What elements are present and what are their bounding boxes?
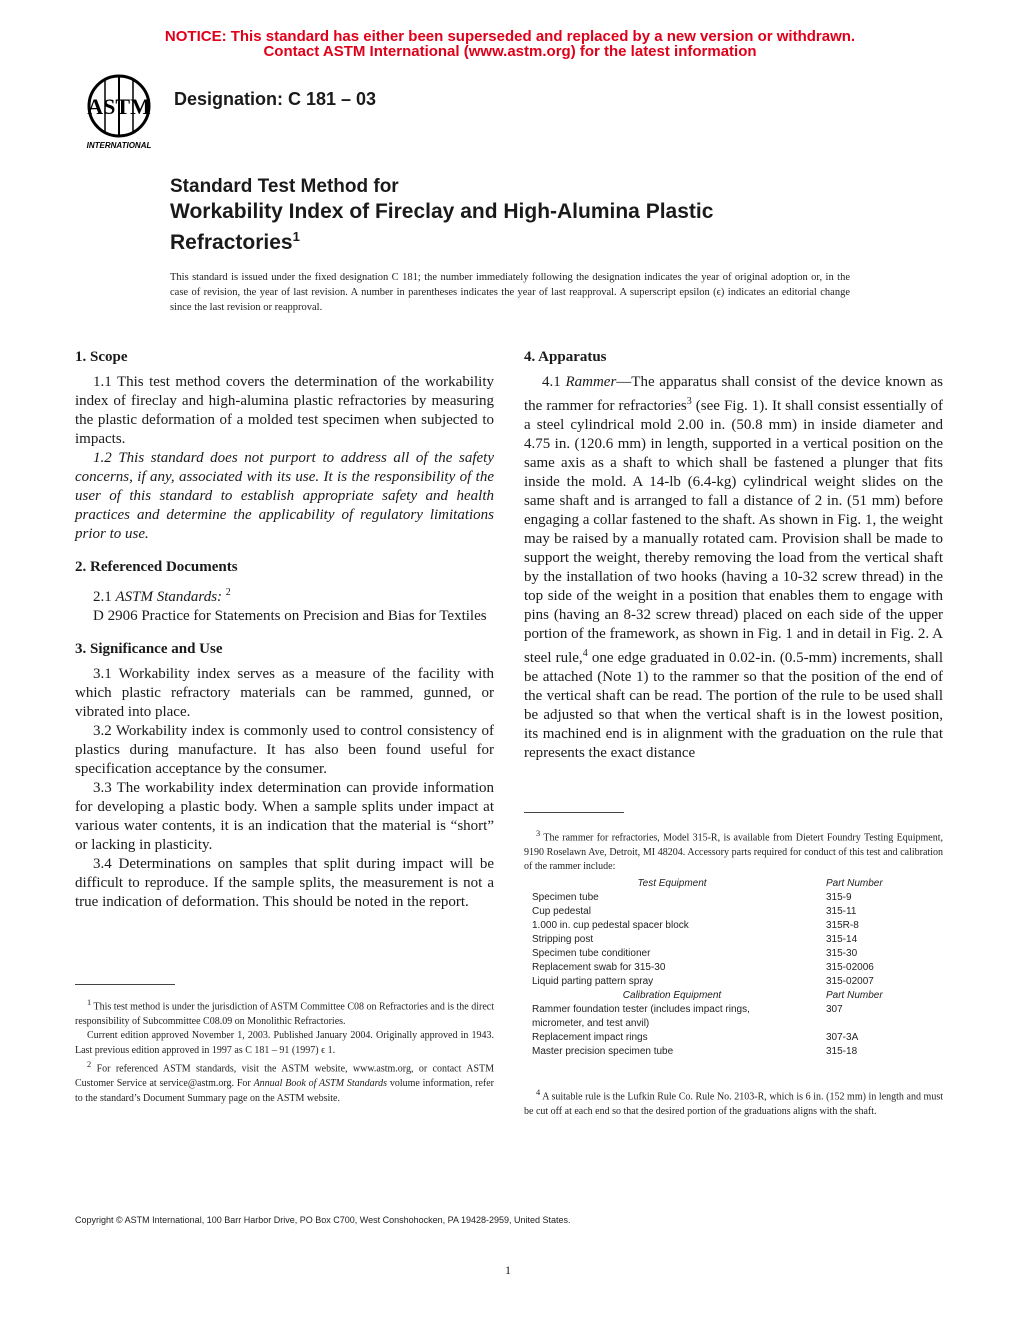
table-row: [532, 947, 904, 961]
title-main: Workability Index of Fireclay and High-Alumina Plastic Refractories: [170, 200, 714, 254]
calibration-part-number-header: Part Number: [826, 990, 883, 1001]
equipment-part-number: 307-3A: [826, 1032, 859, 1043]
footnote-divider-right: [524, 812, 624, 813]
footnote-1-text: This test method is under the jurisdiction of ASTM Committee C08 on Refractories and is the direct responsibility of Subcommittee C08.09 on Monolithic Refractories.: [75, 1001, 494, 1027]
para-3-4: 3.4 Determinations on samples that split during impact will be difficult to reproduce. If the sample splits, the measurement is not a true indication of deformation. This should be noted in the report.: [75, 856, 494, 910]
table-row: [532, 1031, 904, 1045]
test-equipment-header: Test Equipment: [637, 878, 707, 889]
scope-heading: 1. Scope: [75, 349, 128, 365]
left-column: [75, 348, 494, 926]
para-2-1-num: 2.1: [93, 589, 112, 605]
footnote-divider-left: [75, 984, 175, 985]
para-4-1-c: one edge graduated in 0.02-in. (0.5-mm) increments, shall be attached (Note 1) to the rammer so that the position of the end of the vertical shaft can be read. The portion of the rule to be used shall be adjusted so that when the vertical shaft is in the lowest position, its machined end is in alignment with the graduation on the rule that represents the exact distance: [524, 650, 944, 761]
copyright: Copyright © ASTM International, 100 Barr Harbor Drive, PO Box C700, West Conshohocken, PA 19428-2959, United States.: [75, 1215, 571, 1225]
equipment-item: Cup pedestal: [532, 906, 591, 917]
equipment-item: Specimen tube conditioner: [532, 948, 651, 959]
reference-d2906: D 2906 Practice for Statements on Precision and Bias for Textiles: [93, 608, 487, 624]
footnote-2-mark: 2: [87, 1060, 92, 1070]
footnote-3-text: The rammer for refractories, Model 315-R, is available from Dietert Foundry Testing Equipment, 9190 Roselawn Ave, Detroit, MI 48204. Accessory parts required for conduct of this test and calibration of the rammer include:: [524, 832, 943, 873]
table-row: [532, 891, 904, 905]
equipment-part-number: 315-02007: [826, 976, 874, 987]
table-row: [532, 1003, 904, 1031]
para-4-1: [524, 373, 943, 763]
para-4-1-b: (see Fig. 1). It shall consist essentially of a steel cylindrical mold 2.00 in. (50.8 mm) in inside diameter and 4.75 in. (120.6 mm) in length, supported in a vertical position on the same axis as a shaft to which shall be fastened a plunger that fits inside the mold. A 14-lb (6.4-kg) cylindrical weight slides on the same shaft and is arranged to fall a distance of 2 in. (51 mm) before engaging a collar fastened to the shaft. As shown in Fig. 1, the weight may be raised by a manually rotated cam. Provision shall be made to support the weight, thereby removing the load from the vertical shaft by the installation of two hooks (having a 10-32 screw thread) in the top side of the weight in a position that enables them to engage with pins (having an 8-32 screw thread) placed on each side of the upper portion of the framework, as shown in Fig. 1 and in detail in Fig. 2. A steel rule,: [524, 398, 943, 666]
equipment-part-number: 315-14: [826, 934, 858, 945]
equipment-part-number: 307: [826, 1004, 843, 1015]
right-column: [524, 348, 943, 763]
table-row: [532, 975, 904, 989]
para-4-1-a: —The apparatus shall consist of the device known as the rammer for refractories: [524, 374, 943, 414]
footnote-3: [524, 827, 943, 875]
para-2-1-mark: 2: [225, 587, 231, 598]
equipment-item: Specimen tube: [532, 892, 599, 903]
para-4-1-label: Rammer: [565, 374, 617, 390]
para-3-1: 3.1 Workability index serves as a measure of the facility with which plastic refractory materials can be rammed, gunned, or vibrated into place.: [75, 666, 494, 720]
footnote-4-text: A suitable rule is the Lufkin Rule Co. Rule No. 2103-R, which is 6 in. (152 mm) in length and must be cut off at each end so that the desired portion of the graduations aligns with the shaft.: [524, 1091, 943, 1117]
equipment-part-number: 315-18: [826, 1046, 858, 1057]
notice-line-2: Contact ASTM International (www.astm.org) for the latest information: [263, 43, 757, 60]
table-row: [532, 961, 904, 975]
left-footnotes: [75, 996, 494, 1106]
footnote-2-text-b: volume information, refer to the standard’s Document Summary page on the ASTM website.: [75, 1078, 495, 1104]
test-equipment-rows: [532, 891, 904, 989]
para-4-1-num: 4.1: [542, 374, 561, 390]
equipment-item: Replacement swab for 315-30: [532, 962, 666, 973]
part-number-header: Part Number: [826, 878, 883, 889]
table-header-test: [532, 877, 904, 891]
equipment-part-number: 315-11: [826, 906, 857, 917]
title-line-2: [170, 199, 810, 255]
title-line-1: Standard Test Method for: [170, 176, 399, 197]
para-1-1: 1.1 This test method covers the determination of the workability index of fireclay and high-alumina plastic refractories by measuring the plastic deformation of a molded test specimen when subjected to impacts.: [75, 374, 494, 447]
table-row: [532, 919, 904, 933]
footnote-4-mark: 4: [536, 1088, 541, 1097]
notice-line-1: NOTICE: This standard has either been superseded and replaced by a new version or withdrawn.: [164, 28, 856, 45]
equipment-part-number: 315-30: [826, 948, 858, 959]
logo-text: ASTM: [87, 94, 151, 119]
equipment-item: Master precision specimen tube: [532, 1046, 674, 1057]
equipment-item: Stripping post: [532, 934, 594, 945]
footnote-2-italic: Annual Book of ASTM Standards: [253, 1078, 388, 1090]
para-4-1-mark4: 4: [582, 648, 588, 659]
footnote-4: [524, 1086, 943, 1119]
table-row: [532, 933, 904, 947]
equipment-part-number: 315-02006: [826, 962, 874, 973]
footnote-4-para: [524, 1086, 943, 1119]
apparatus-heading: 4. Apparatus: [524, 349, 607, 365]
equipment-item: Replacement impact rings: [532, 1032, 648, 1043]
astm-logo-icon: [76, 72, 162, 152]
significance-heading: 3. Significance and Use: [75, 641, 223, 657]
para-2-1: [75, 583, 494, 607]
calibration-equipment-header: Calibration Equipment: [622, 990, 722, 1001]
equipment-item: Liquid parting pattern spray: [532, 976, 654, 987]
footnote-1b: Current edition approved November 1, 2003. Published January 2004. Originally approved in 1943. Last previous edition approved in 1997 as C 181 – 91 (1997) ϵ 1.: [75, 1030, 494, 1056]
footnote-1: [75, 996, 494, 1029]
astm-logo: [76, 72, 162, 152]
calibration-equipment-rows: [532, 1003, 904, 1059]
table-header-calibration: [532, 989, 904, 1003]
designation: Designation: C 181 – 03: [174, 89, 377, 109]
intro-paragraph: This standard is issued under the fixed designation C 181; the number immediately following the designation indicates the year of original adoption or, in the case of revision, the year of last revision. A number in parentheses indicates the year of last reapproval. A superscript epsilon (ϵ) indicates an editorial change since the last revision or reapproval.: [170, 272, 850, 313]
para-2-1-text: ASTM Standards:: [115, 589, 223, 605]
page-number: 1: [505, 1263, 511, 1277]
para-3-3: 3.3 The workability index determination can provide information for developing a plastic body. When a sample splits under impact at various water contents, it is an indication that the material is “short” or lacking in plasticity.: [75, 780, 494, 853]
footnote-1-mark: 1: [87, 998, 92, 1007]
para-4-1-mark3: 3: [686, 396, 692, 407]
referenced-docs-heading: 2. Referenced Documents: [75, 559, 238, 575]
para-1-2: 1.2 This standard does not purport to address all of the safety concerns, if any, associated with its use. It is the responsibility of the user of this standard to establish appropriate safety and health practices and determine the applicability of regulatory limitations prior to use.: [75, 450, 494, 542]
table-row: [532, 1045, 904, 1059]
footnote-3-mark: 3: [536, 829, 541, 838]
equipment-item: 1.000 in. cup pedestal spacer block: [532, 920, 689, 931]
equipment-part-number: 315R-8: [826, 920, 859, 931]
para-3-2: 3.2 Workability index is commonly used to control consistency of plastics during manufacture. It has also been found useful for specification acceptance by the consumer.: [75, 723, 494, 777]
equipment-table: [532, 877, 904, 1059]
footnote-2: [75, 1058, 494, 1106]
logo-subtext: INTERNATIONAL: [86, 141, 152, 150]
table-row: [532, 905, 904, 919]
footnote-2-text-a: For referenced ASTM standards, visit the ASTM website, www.astm.org, or contact ASTM Customer Service at service@astm.org. For: [75, 1063, 495, 1090]
equipment-part-number: 315-9: [826, 892, 852, 903]
title-footnote-mark: 1: [292, 229, 300, 244]
equipment-item: Rammer foundation tester (includes impact rings, micrometer, and test anvil): [532, 1004, 750, 1029]
footnote-3-para: [524, 827, 943, 875]
